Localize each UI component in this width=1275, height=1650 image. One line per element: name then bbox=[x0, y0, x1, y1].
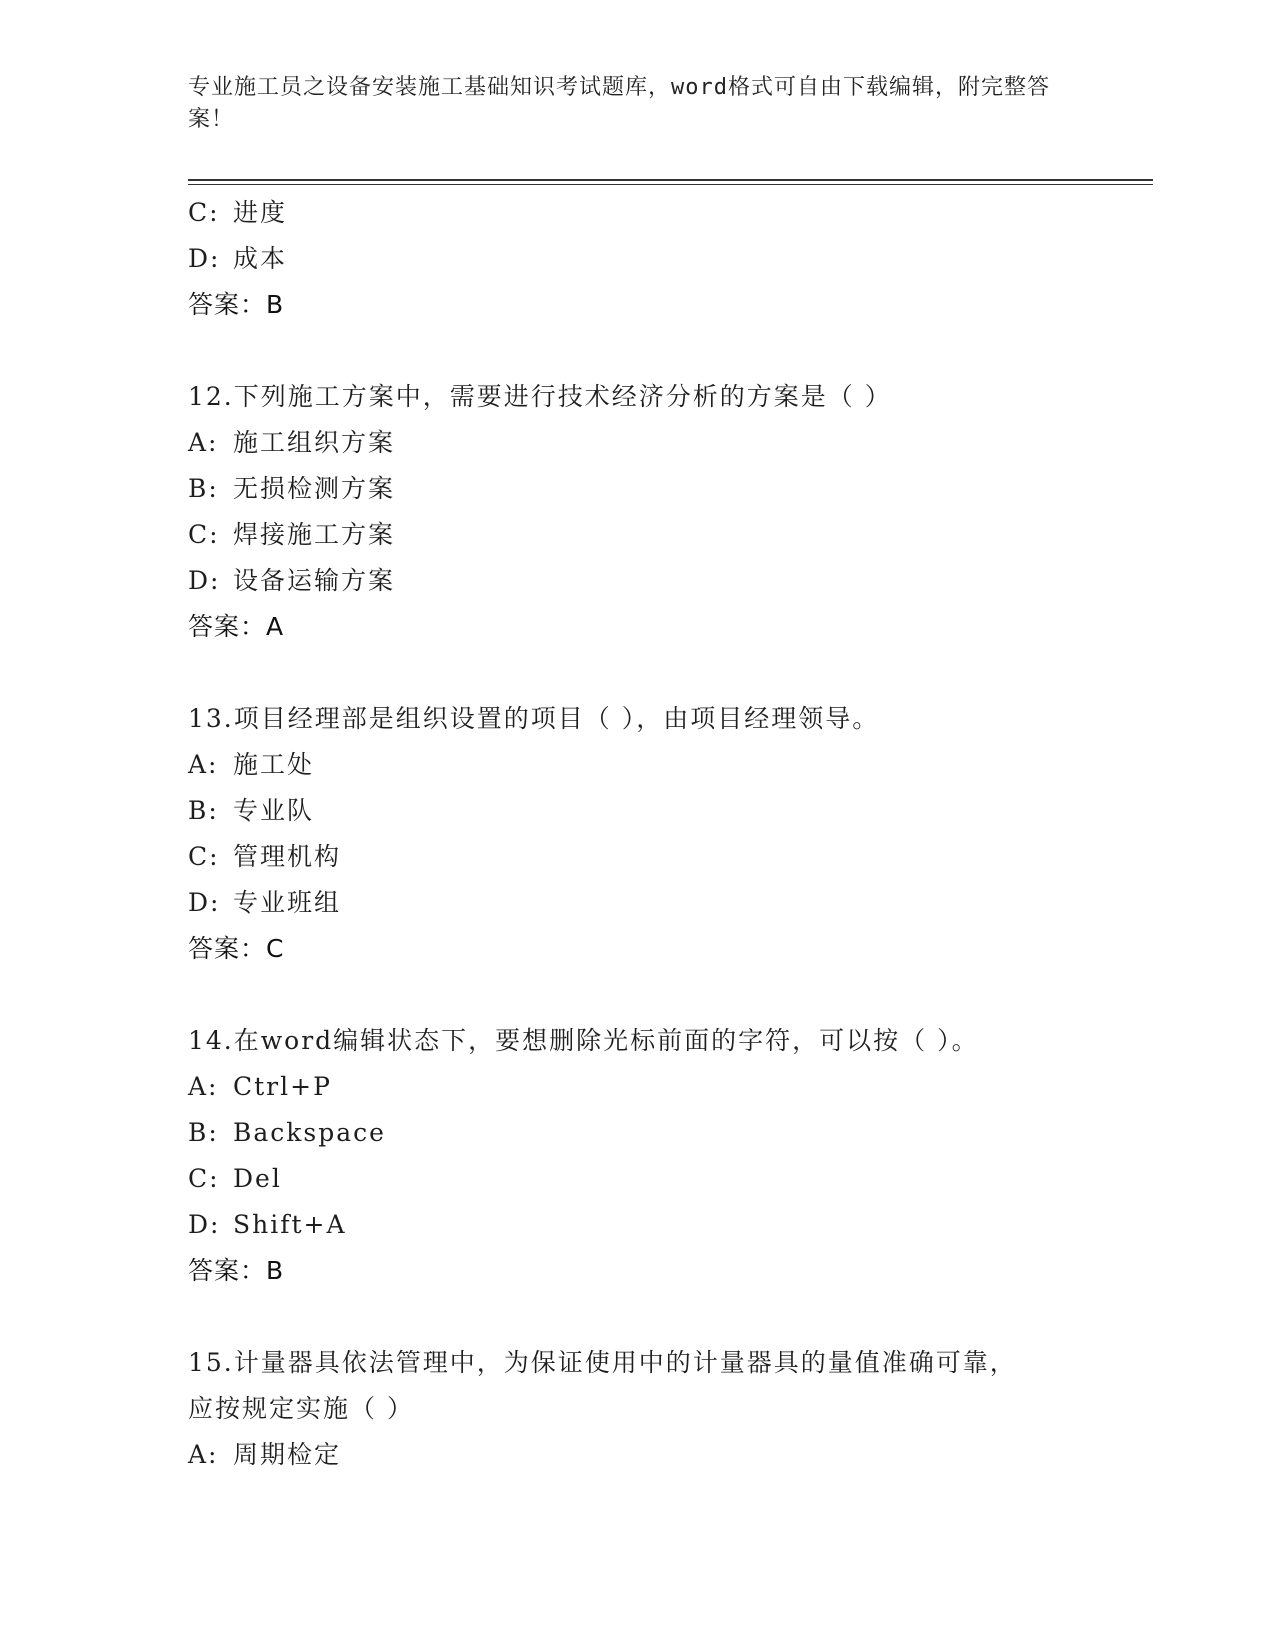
option-letter: D: bbox=[188, 888, 221, 917]
option-letter: B: bbox=[188, 474, 219, 503]
option-text: 施工组织方案 bbox=[233, 428, 396, 457]
option-a bbox=[188, 1432, 1148, 1478]
option-text: 进度 bbox=[233, 198, 288, 227]
option-a bbox=[188, 742, 1148, 788]
option-c bbox=[188, 834, 1148, 880]
partial-question bbox=[188, 190, 1148, 328]
option-d bbox=[188, 558, 1148, 604]
option-d bbox=[188, 880, 1148, 926]
question-13 bbox=[188, 696, 1148, 972]
option-b bbox=[188, 466, 1148, 512]
option-letter: C: bbox=[188, 842, 220, 871]
option-b bbox=[188, 788, 1148, 834]
option-d bbox=[188, 1202, 1148, 1248]
option-text: 周期检定 bbox=[233, 1440, 342, 1469]
question-14 bbox=[188, 1018, 1148, 1294]
question-content bbox=[188, 190, 1148, 1478]
option-a bbox=[188, 420, 1148, 466]
option-a bbox=[188, 1064, 1148, 1110]
header-divider-thick bbox=[188, 179, 1153, 181]
option-text: 无损检测方案 bbox=[233, 474, 396, 503]
option-c bbox=[188, 512, 1148, 558]
option-c bbox=[188, 190, 1148, 236]
question-stem: 13.项目经理部是组织设置的项目（ ），由项目经理领导。 bbox=[188, 704, 880, 733]
option-letter: C: bbox=[188, 520, 220, 549]
option-text: 专业班组 bbox=[233, 888, 342, 917]
page-header: 专业施工员之设备安装施工基础知识考试题库，word格式可自由下载编辑，附完整答案！ bbox=[188, 75, 1050, 132]
option-letter: D: bbox=[188, 566, 221, 595]
option-d bbox=[188, 236, 1148, 282]
answer-line: 答案：C bbox=[188, 934, 285, 963]
answer-line: 答案：A bbox=[188, 612, 285, 641]
option-letter: C: bbox=[188, 1164, 220, 1193]
question-stem: 14.在word编辑状态下，要想删除光标前面的字符，可以按（ ）。 bbox=[188, 1026, 979, 1055]
header-divider-thin bbox=[188, 184, 1153, 185]
option-text: 设备运输方案 bbox=[233, 566, 396, 595]
option-text: Shift+A bbox=[233, 1210, 347, 1239]
option-text: 成本 bbox=[233, 244, 288, 273]
option-letter: D: bbox=[188, 244, 221, 273]
option-letter: A: bbox=[188, 750, 219, 779]
question-15 bbox=[188, 1340, 1148, 1478]
question-12 bbox=[188, 374, 1148, 650]
option-text: Ctrl+P bbox=[233, 1072, 332, 1101]
option-text: 专业队 bbox=[233, 796, 315, 825]
option-letter: A: bbox=[188, 1440, 219, 1469]
option-letter: B: bbox=[188, 796, 219, 825]
option-letter: A: bbox=[188, 428, 219, 457]
question-stem: 12.下列施工方案中，需要进行技术经济分析的方案是（ ） bbox=[188, 382, 892, 411]
option-text: Del bbox=[233, 1164, 282, 1193]
option-text: Backspace bbox=[233, 1118, 386, 1147]
option-letter: D: bbox=[188, 1210, 221, 1239]
option-letter: C: bbox=[188, 198, 220, 227]
question-stem-line-1: 15.计量器具依法管理中，为保证使用中的计量器具的量值准确可靠， bbox=[188, 1348, 1017, 1377]
answer-line: 答案：B bbox=[188, 1256, 285, 1285]
answer-line: 答案：B bbox=[188, 290, 285, 319]
option-letter: B: bbox=[188, 1118, 219, 1147]
option-c bbox=[188, 1156, 1148, 1202]
option-text: 管理机构 bbox=[233, 842, 342, 871]
question-stem-line-2: 应按规定实施（ ） bbox=[188, 1394, 414, 1423]
option-b bbox=[188, 1110, 1148, 1156]
option-letter: A: bbox=[188, 1072, 219, 1101]
option-text: 焊接施工方案 bbox=[233, 520, 396, 549]
option-text: 施工处 bbox=[233, 750, 315, 779]
